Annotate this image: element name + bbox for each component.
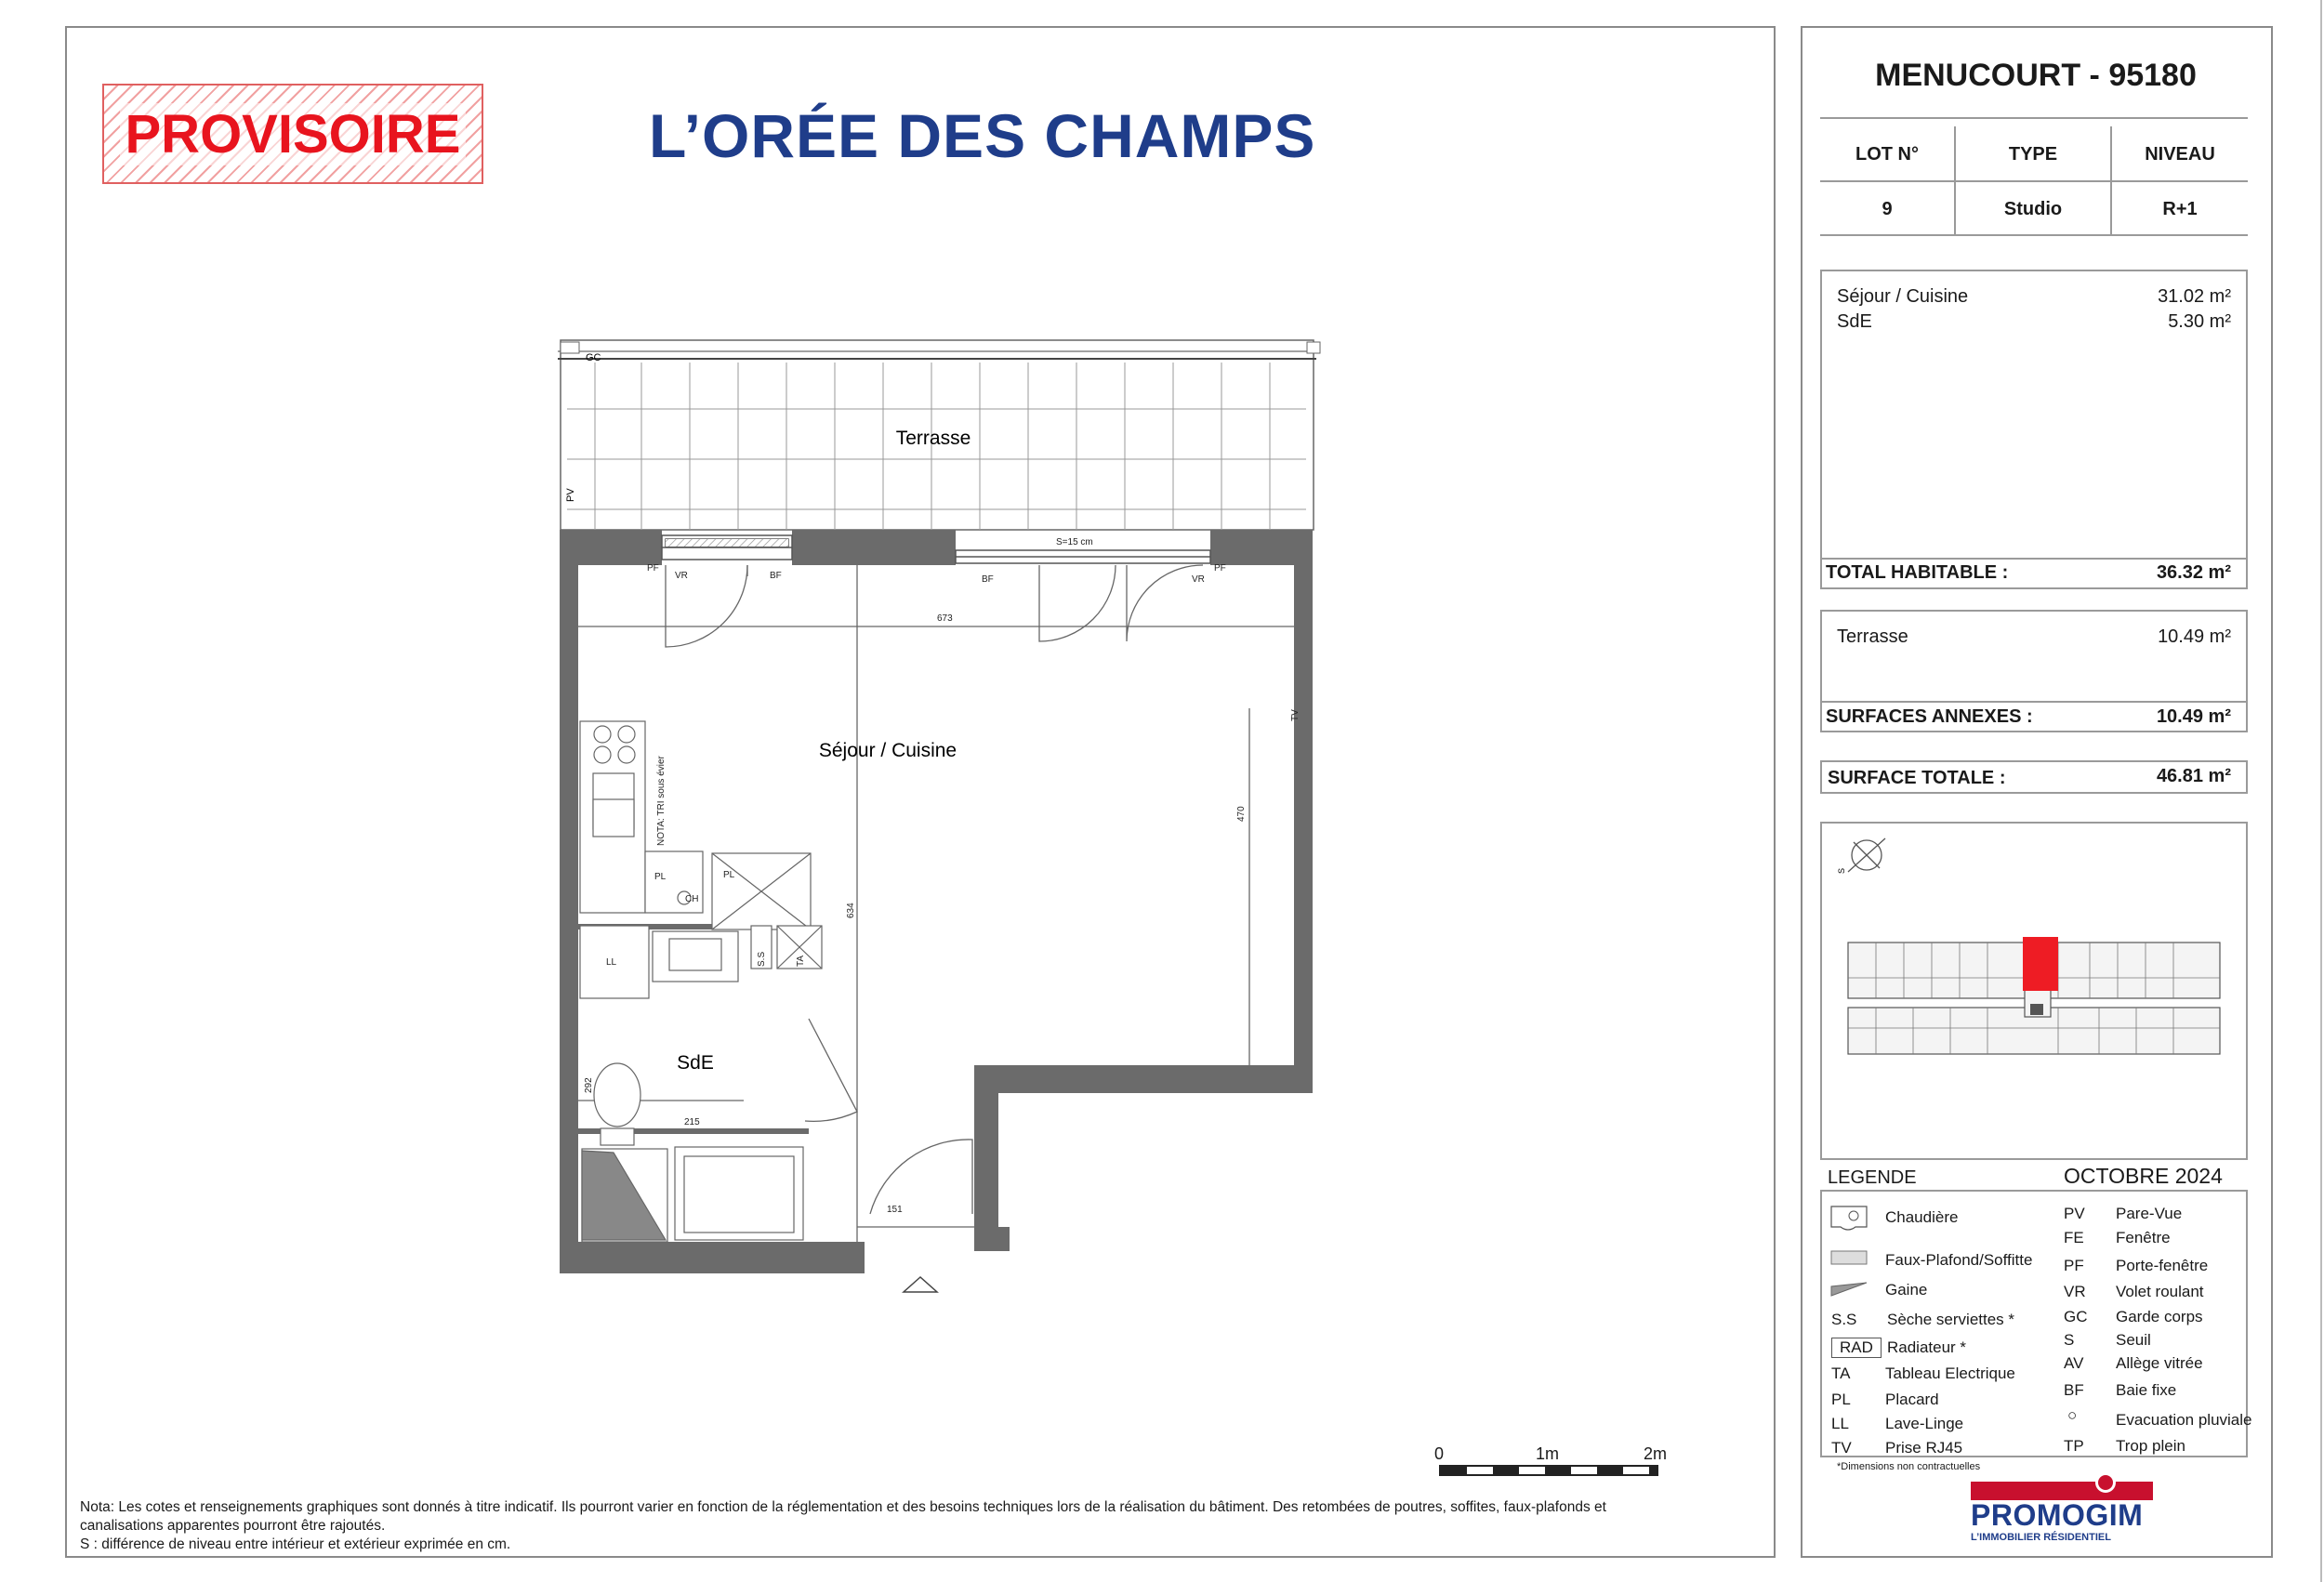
key-plan (1820, 822, 2248, 1160)
legend-label-rad: Radiateur * (1887, 1338, 1967, 1356)
legend-label-pl: Placard (1885, 1391, 1939, 1408)
legend-code-ss: S.S (1831, 1311, 1857, 1328)
total-habitable-value: 36.32 m² (2156, 562, 2231, 583)
annexes-label: SURFACES ANNEXES : (1826, 706, 2033, 727)
dim-634: 634 (846, 903, 856, 918)
legend-duct-label: Gaine (1885, 1281, 1928, 1299)
dim-292: 292 (584, 1077, 594, 1093)
provisional-stamp-text: PROVISOIRE (120, 103, 467, 165)
key-plan-core (2030, 1004, 2043, 1015)
legend-code-bf: BF (2064, 1381, 2084, 1399)
lot-value: 9 (1882, 199, 1893, 219)
gc-label: GC (586, 352, 601, 363)
legend-icons (1829, 1201, 1885, 1303)
legend-label-bf: Baie fixe (2116, 1381, 2177, 1399)
seuil-label: S=15 cm (1056, 537, 1093, 547)
ch-label: CH (685, 894, 699, 904)
legend-code-ll: LL (1831, 1415, 1849, 1432)
pf-label-2: PF (1214, 563, 1226, 573)
entrance-icon (904, 1277, 937, 1292)
key-plan-highlight (2023, 937, 2058, 991)
hatched-rect-icon (1831, 1251, 1867, 1264)
annexes-value: 10.49 m² (2156, 706, 2231, 727)
legend-code-fe: FE (2064, 1229, 2084, 1246)
habitable-total-line (1820, 558, 2248, 560)
note-line-2: canalisations apparentes pourront être rajoutés. (80, 1518, 386, 1534)
scale-label-1m: 1m (1536, 1444, 1560, 1463)
vr-label-1: VR (675, 571, 688, 581)
total-habitable-label: TOTAL HABITABLE : (1826, 562, 2009, 583)
total-surface-value: 46.81 m² (2156, 766, 2231, 786)
legend-label-ta: Tableau Electrique (1885, 1364, 2015, 1382)
legend-code-pv: PV (2064, 1205, 2085, 1222)
note-line-3: S : différence de niveau entre intérieur et extérieur exprimée en cm. (80, 1536, 511, 1552)
ss-label: S.S (757, 951, 767, 967)
disclaimer-note (80, 1498, 1735, 1554)
pl-label-2: PL (723, 870, 735, 880)
scale-bar (1439, 1465, 1658, 1476)
logo-circle-icon (2095, 1472, 2116, 1493)
table-top-line (1820, 117, 2248, 119)
legend-label-av: Allège vitrée (2116, 1354, 2203, 1372)
promogim-logo (1971, 1472, 2153, 1545)
logo-red-band (1971, 1482, 2153, 1500)
tv-label: TV (1290, 709, 1301, 721)
legend-footnote: *Dimensions non contractuelles (1837, 1461, 1981, 1472)
room-name-sde: SdE (1837, 311, 1872, 332)
kitchen-fixtures (580, 721, 822, 1242)
legend-false-ceiling-label: Faux-Plafond/Soffitte (1885, 1251, 2033, 1269)
false-ceiling (666, 539, 788, 547)
compass-icon (1848, 838, 1885, 872)
bf-label-1: BF (770, 571, 782, 581)
note-line-1: Nota: Les cotes et renseignements graphiques sont donnés à titre indicatif. Ils pourront varier en fonction de la réglementation et des besoins techniques lors de la réalisation du bâtiment. Des retombées de poutres, soffites, faux-plafonds et (80, 1499, 1606, 1515)
legend-label-tv: Prise RJ45 (1885, 1439, 1963, 1457)
legend-label-ss: Sèche serviettes * (1887, 1311, 2015, 1328)
lot-header: LOT N° (1855, 144, 1919, 165)
legend-label-s: Seuil (2116, 1331, 2151, 1349)
pv-label: PV (565, 488, 576, 502)
vr-label-2: VR (1192, 574, 1205, 585)
legend-code-pf: PF (2064, 1257, 2084, 1274)
legend-label-ep: Evacuation pluviale (2116, 1411, 2252, 1429)
room-name-sejour: Séjour / Cuisine (1837, 286, 1969, 307)
legend-code-av: AV (2064, 1354, 2084, 1372)
right-edge-line (2320, 0, 2322, 1582)
legend-title: LEGENDE (1828, 1167, 1917, 1188)
legend-label-pf: Porte-fenêtre (2116, 1257, 2209, 1274)
legend-code-vr: VR (2064, 1283, 2086, 1300)
legend-label-fe: Fenêtre (2116, 1229, 2171, 1246)
logo-tagline: L’IMMOBILIER RÉSIDENTIEL (1971, 1532, 2111, 1543)
dim-673: 673 (937, 613, 953, 624)
legend-label-pv: Pare-Vue (2116, 1205, 2183, 1222)
living-kitchen-label: Séjour / Cuisine (818, 740, 957, 761)
legend-code-gc: GC (2064, 1308, 2088, 1325)
legend-code-rad: RAD (1831, 1338, 1882, 1358)
legend-code-s: S (2064, 1331, 2075, 1349)
type-header: TYPE (2008, 144, 2058, 165)
scale-label-2m: 2m (1644, 1444, 1668, 1463)
logo-name: PROMOGIM (1971, 1498, 2144, 1532)
legend-label-vr: Volet roulant (2116, 1283, 2204, 1300)
legend-code-tp: TP (2064, 1437, 2084, 1455)
legend-label-gc: Garde corps (2116, 1308, 2203, 1325)
legend-label-ll: Lave-Linge (1885, 1415, 1964, 1432)
legend-label-tp: Trop plein (2116, 1437, 2185, 1455)
terrace-label: Terrasse (895, 428, 971, 449)
room-area-sde: 5.30 m² (2168, 311, 2231, 332)
table-bottom-line (1820, 234, 2248, 236)
level-value: R+1 (2162, 199, 2198, 219)
dim-151: 151 (887, 1205, 903, 1215)
ll-label: LL (606, 957, 617, 968)
total-surface-label: SURFACE TOTALE : (1828, 768, 2006, 788)
level-header: NIVEAU (2145, 144, 2215, 165)
compass-label: S (1837, 867, 1846, 874)
legend-code-ep: ○ (2067, 1406, 2078, 1424)
annex-total-line (1820, 701, 2248, 703)
dim-215: 215 (684, 1117, 700, 1127)
nota-label: NOTA: TRI sous évier (656, 756, 667, 846)
dim-470: 470 (1236, 806, 1247, 822)
ta-label: TA (796, 955, 806, 967)
annex-area-terrasse: 10.49 m² (2158, 626, 2231, 647)
pl-label-1: PL (654, 872, 667, 882)
duct-triangle-icon (1831, 1283, 1867, 1296)
legend-code-tv: TV (1831, 1439, 1852, 1457)
legend-code-pl: PL (1831, 1391, 1851, 1408)
bf-label-2: BF (982, 574, 994, 585)
location-title: MENUCOURT - 95180 (1875, 58, 2197, 93)
legend-code-ta: TA (1831, 1364, 1851, 1382)
table-mid-line (1820, 180, 2248, 182)
pf-label-1: PF (647, 563, 659, 573)
scale-label-0: 0 (1434, 1444, 1445, 1463)
type-value: Studio (2003, 199, 2063, 219)
legend-boiler-label: Chaudière (1885, 1208, 1959, 1226)
annex-name-terrasse: Terrasse (1837, 626, 1908, 647)
legend-date: OCTOBRE 2024 (2064, 1164, 2223, 1188)
boiler-icon (1831, 1206, 1867, 1230)
bathroom-label: SdE (677, 1052, 714, 1074)
room-area-sejour: 31.02 m² (2158, 286, 2231, 307)
project-title: L’ORÉE DES CHAMPS (649, 101, 1316, 170)
dimensions (584, 613, 1247, 1215)
